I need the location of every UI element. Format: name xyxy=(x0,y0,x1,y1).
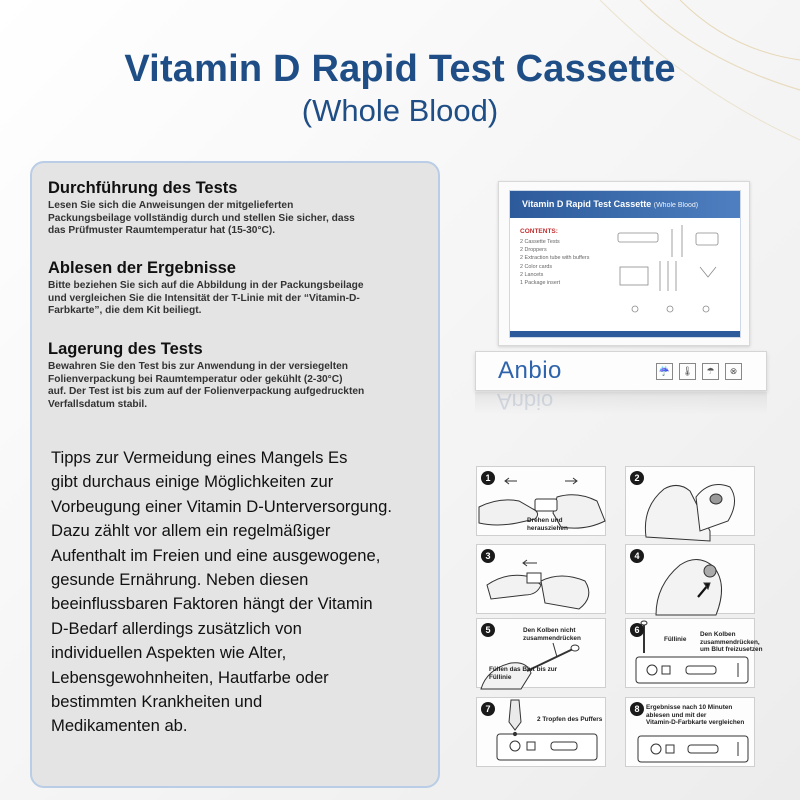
step-1-tile xyxy=(476,466,606,536)
section-line: Folienverpackung bei Raumtemperatur oder gekühlt (2-30°C) xyxy=(48,373,343,385)
temperature-icon: 🌡 xyxy=(679,363,696,380)
step-number: 4 xyxy=(630,549,644,563)
product-box-title-text: Vitamin D Rapid Test Cassette xyxy=(522,199,652,209)
contents-item: 2 Color cards xyxy=(520,263,553,270)
step-caption-secondary: Den Kolben zusammendrücken, um Blut freizusetzen xyxy=(700,631,763,654)
do-not-reuse-icon: ⊗ xyxy=(725,363,742,380)
step-6-illustration xyxy=(626,619,756,689)
tips-line: Vorbeugung einer Vitamin D-Unterversorgung. xyxy=(51,496,392,516)
tips-line: Aufenthalt im Freien und eine ausgewogene, xyxy=(51,545,381,565)
step-number: 3 xyxy=(481,549,495,563)
product-box-side xyxy=(475,351,767,391)
step-caption: Den Kolben nicht zusammendrücken xyxy=(523,627,581,642)
section-durchfuehrung xyxy=(48,178,428,238)
step-4-tile xyxy=(625,544,755,614)
product-box-label xyxy=(509,190,741,338)
step-6-tile xyxy=(625,618,763,688)
tips-line: beeinflussbaren Faktoren hängt der Vitamin xyxy=(51,594,373,614)
section-line: Packungsbeilage vollständig durch und stellen Sie sicher, dass xyxy=(48,212,355,224)
section-lagerung xyxy=(48,339,428,411)
section-line: das Prüfmuster Raumtemperatur hat (15-30°C). xyxy=(48,225,276,237)
section-line: und vergleichen Sie die Intensität der T-Linie mit der “Vitamin-D- xyxy=(48,292,360,304)
product-reflection xyxy=(475,389,767,414)
step-caption: 2 Tropfen des Puffers xyxy=(537,716,603,723)
contents-item: 2 Lancets xyxy=(520,271,544,278)
step-2-tile xyxy=(625,466,755,536)
step-number: 1 xyxy=(481,471,495,485)
page-subtitle: (Whole Blood) xyxy=(301,93,499,128)
section-line: auf. Der Test ist bis zum auf der Folienverpackung aufgedruckten xyxy=(48,386,365,398)
section-line: Bitte beziehen Sie sich auf die Abbildung in der Packungsbeilage xyxy=(48,280,364,291)
step-caption: Drehen und herausziehen xyxy=(527,517,568,532)
tips-line: Lebensgewohnheiten, Hautfarbe oder xyxy=(51,667,329,687)
step-7-tile xyxy=(476,697,606,767)
step-number: 7 xyxy=(481,702,495,716)
section-line: Farbkarte”, die dem Kit beiliegt. xyxy=(48,305,202,317)
tips-line: individuellen Aspekten wie Alter, xyxy=(51,643,287,663)
tips-paragraph xyxy=(51,446,439,739)
section-body xyxy=(48,361,428,411)
section-line: Bewahren Sie den Test bis zur Anwendung in der versiegelten xyxy=(48,361,349,372)
step-3-illustration xyxy=(477,545,607,615)
step-number: 2 xyxy=(630,471,644,485)
contents-item: 2 Cassette Tests xyxy=(520,239,560,245)
section-line: Lesen Sie sich die Anweisungen der mitgelieferten xyxy=(48,200,294,211)
step-caption: Ergebnisse nach 10 Minuten ablesen und mit der Vitamin-D-Farbkarte vergleichen xyxy=(646,704,745,727)
section-heading: Durchführung des Tests xyxy=(48,179,238,197)
section-line: Verfallsdatum stabil. xyxy=(48,398,148,410)
contents-item: 1 Package insert xyxy=(520,280,561,287)
product-box-title xyxy=(522,199,698,209)
step-3-tile xyxy=(476,544,606,614)
product-box-image xyxy=(498,181,750,346)
contents-heading: CONTENTS: xyxy=(520,228,558,235)
tips-line: gesunde Ernährung. Neben diesen xyxy=(51,570,309,590)
brand-logo: Anbio xyxy=(498,357,562,384)
product-box-footer-bar xyxy=(510,331,740,337)
section-heading: Lagerung des Tests xyxy=(48,340,203,358)
contents-item: 2 Extraction tube with buffers xyxy=(520,255,590,262)
product-box-header xyxy=(510,191,740,218)
step-number: 6 xyxy=(630,623,644,637)
tips-line: bestimmten Krankheiten und xyxy=(51,692,263,712)
step-5-tile xyxy=(476,618,606,688)
step-caption: Füllinie xyxy=(664,636,687,643)
step-2-illustration xyxy=(626,467,756,537)
fragile-icon: ☔ xyxy=(656,363,673,380)
contents-list xyxy=(520,238,589,287)
step-number: 8 xyxy=(630,702,644,716)
step-8-tile xyxy=(625,697,755,767)
tips-line: Tipps zur Vermeidung eines Mangels Es xyxy=(51,448,348,467)
tips-line: D-Bedarf allerdings zusätzlich von xyxy=(51,618,302,638)
brand-reflection: Anbio xyxy=(497,389,554,414)
keep-dry-icon: ☂ xyxy=(702,363,719,380)
step-number: 5 xyxy=(481,623,495,637)
step-4-illustration xyxy=(626,545,756,615)
step-7-illustration xyxy=(477,698,607,768)
product-box-subtitle-text: (Whole Blood) xyxy=(653,202,699,209)
section-ablesen xyxy=(48,258,428,318)
section-body xyxy=(48,200,428,238)
tips-line: Medikamenten ab. xyxy=(51,716,188,736)
section-body xyxy=(48,280,428,318)
step-caption-secondary: Füllen das Blut bis zur Füllinie xyxy=(489,666,558,681)
tips-line: gibt durchaus einige Möglichkeiten zur xyxy=(51,472,334,492)
tips-line: Dazu zählt vor allem ein regelmäßiger xyxy=(51,521,331,541)
page-title: Vitamin D Rapid Test Cassette xyxy=(124,48,676,90)
section-heading: Ablesen der Ergebnisse xyxy=(48,259,236,277)
contents-item: 2 Droppers xyxy=(520,247,547,254)
